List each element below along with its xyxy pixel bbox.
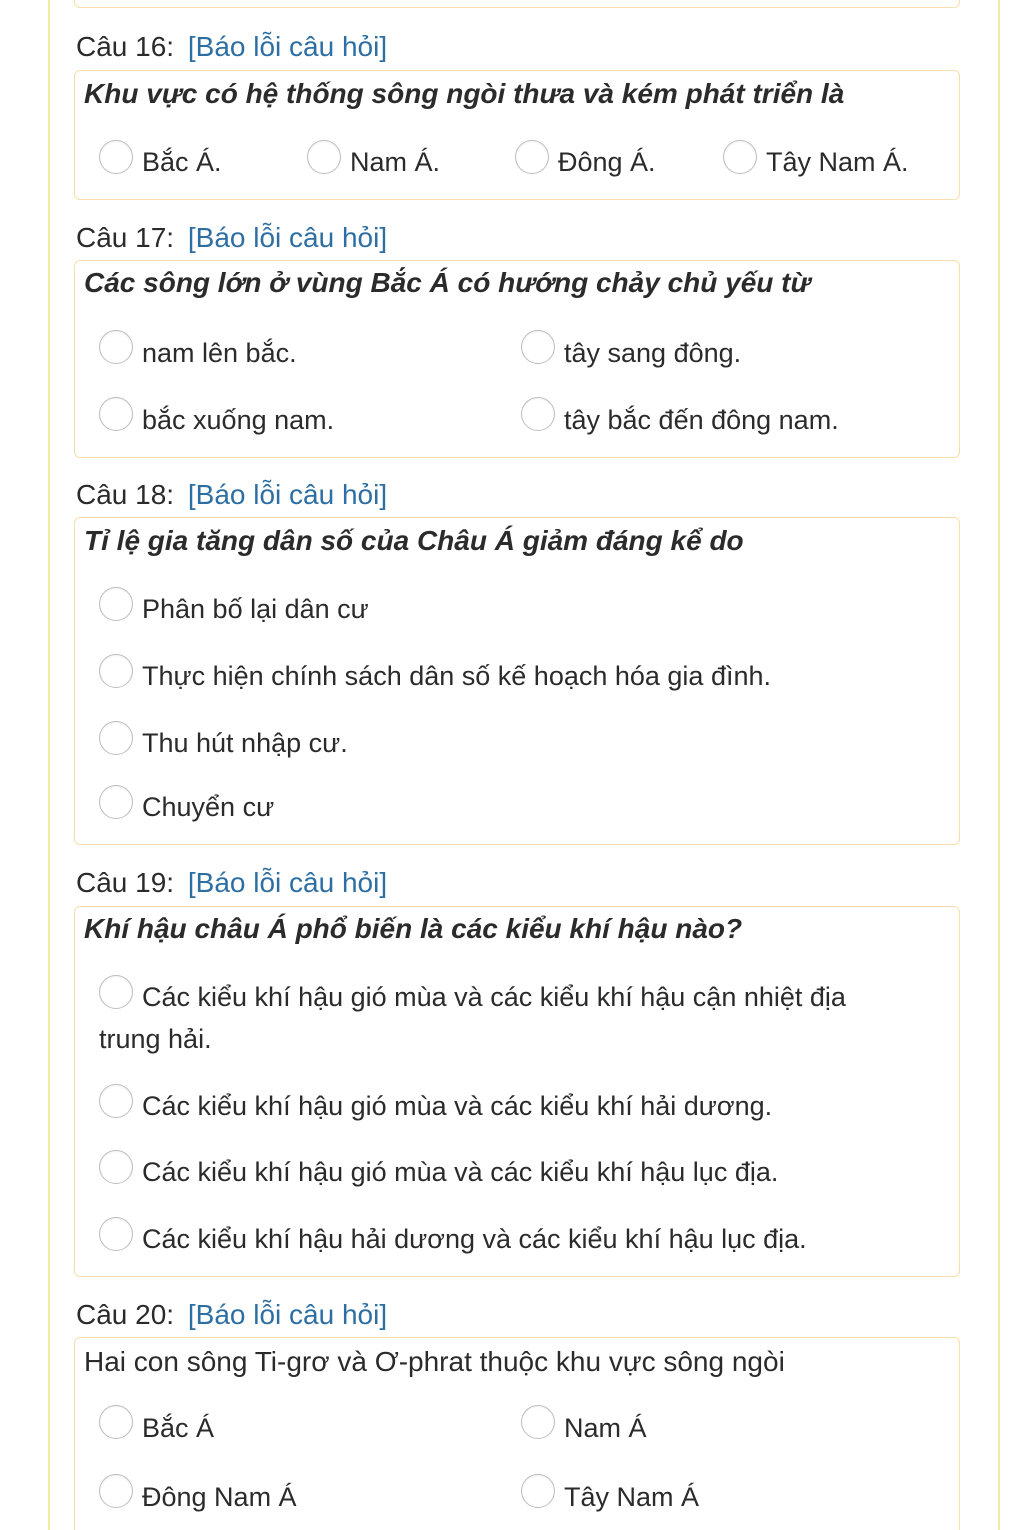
option-label[interactable]: Các kiểu khí hậu gió mùa và các kiểu khí hậu cận nhiệt địa [142,982,846,1012]
option-label[interactable]: Các kiểu khí hậu gió mùa và các kiểu khí hải dương. [142,1091,773,1121]
report-error-link[interactable]: [Báo lỗi câu hỏi] [187,867,388,898]
radio-button[interactable] [99,654,133,688]
question-18-header [76,478,387,512]
report-error-link[interactable]: [Báo lỗi câu hỏi] [187,222,388,253]
question-19-text: Khí hậu châu Á phổ biến là các kiểu khí hậu nào? [84,913,743,944]
option-label[interactable]: nam lên bắc. [142,338,297,368]
question-number: Câu 19: [76,867,175,898]
radio-button[interactable] [99,330,133,364]
radio-button[interactable] [521,1474,555,1508]
report-error-link[interactable]: [Báo lỗi câu hỏi] [187,31,388,62]
option-label[interactable]: Nam Á [564,1413,647,1443]
previous-question-box [74,0,960,8]
radio-button[interactable] [99,397,133,431]
question-20-text: Hai con sông Ti-grơ và Ơ-phrat thuộc khu vực sông ngòi [84,1346,785,1377]
radio-button[interactable] [99,1217,133,1251]
radio-button[interactable] [99,721,133,755]
option-label[interactable]: tây bắc đến đông nam. [564,405,839,435]
option-label[interactable]: Các kiểu khí hậu gió mùa và các kiểu khí hậu lục địa. [142,1157,779,1187]
question-number: Câu 20: [76,1299,175,1330]
question-17-header [76,221,387,255]
report-error-link[interactable]: [Báo lỗi câu hỏi] [187,1299,388,1330]
question-20-header [76,1298,387,1332]
question-17-text: Các sông lớn ở vùng Bắc Á có hướng chảy chủ yếu từ [84,267,811,298]
radio-button[interactable] [307,140,341,174]
radio-button[interactable] [99,587,133,621]
radio-button[interactable] [99,1084,133,1118]
question-16-header [76,30,387,64]
option-label-continuation[interactable]: trung hải. [99,1024,212,1054]
question-number: Câu 16: [76,31,175,62]
option-label[interactable]: Các kiểu khí hậu hải dương và các kiểu khí hậu lục địa. [142,1224,807,1254]
option-label[interactable]: Đông Á. [558,147,656,177]
radio-button[interactable] [521,330,555,364]
option-label[interactable]: Bắc Á [142,1413,215,1443]
radio-button[interactable] [99,140,133,174]
option-label[interactable]: Phân bố lại dân cư [142,594,369,624]
radio-button[interactable] [99,975,133,1009]
question-16-text: Khu vực có hệ thống sông ngòi thưa và kém phát triển là [84,78,845,109]
question-number: Câu 17: [76,222,175,253]
report-error-link[interactable]: [Báo lỗi câu hỏi] [187,479,388,510]
question-19-header [76,866,387,900]
option-label[interactable]: Bắc Á. [142,147,222,177]
radio-button[interactable] [99,1150,133,1184]
option-label[interactable]: Chuyển cư [142,792,275,822]
option-label[interactable]: Thực hiện chính sách dân số kế hoạch hóa gia đình. [142,661,772,691]
option-label[interactable]: Thu hút nhập cư. [142,728,348,758]
radio-button[interactable] [723,140,757,174]
option-label[interactable]: bắc xuống nam. [142,405,335,435]
question-number: Câu 18: [76,479,175,510]
option-label[interactable]: Tây Nam Á. [766,147,909,177]
radio-button[interactable] [99,1405,133,1439]
radio-button[interactable] [99,1474,133,1508]
radio-button[interactable] [515,140,549,174]
radio-button[interactable] [521,1405,555,1439]
option-label[interactable]: Nam Á. [350,147,441,177]
question-18-text: Tỉ lệ gia tăng dân số của Châu Á giảm đáng kể do [84,525,744,556]
radio-button[interactable] [521,397,555,431]
option-label[interactable]: tây sang đông. [564,338,742,368]
option-label[interactable]: Tây Nam Á [564,1482,700,1512]
radio-button[interactable] [99,785,133,819]
option-label[interactable]: Đông Nam Á [142,1482,297,1512]
